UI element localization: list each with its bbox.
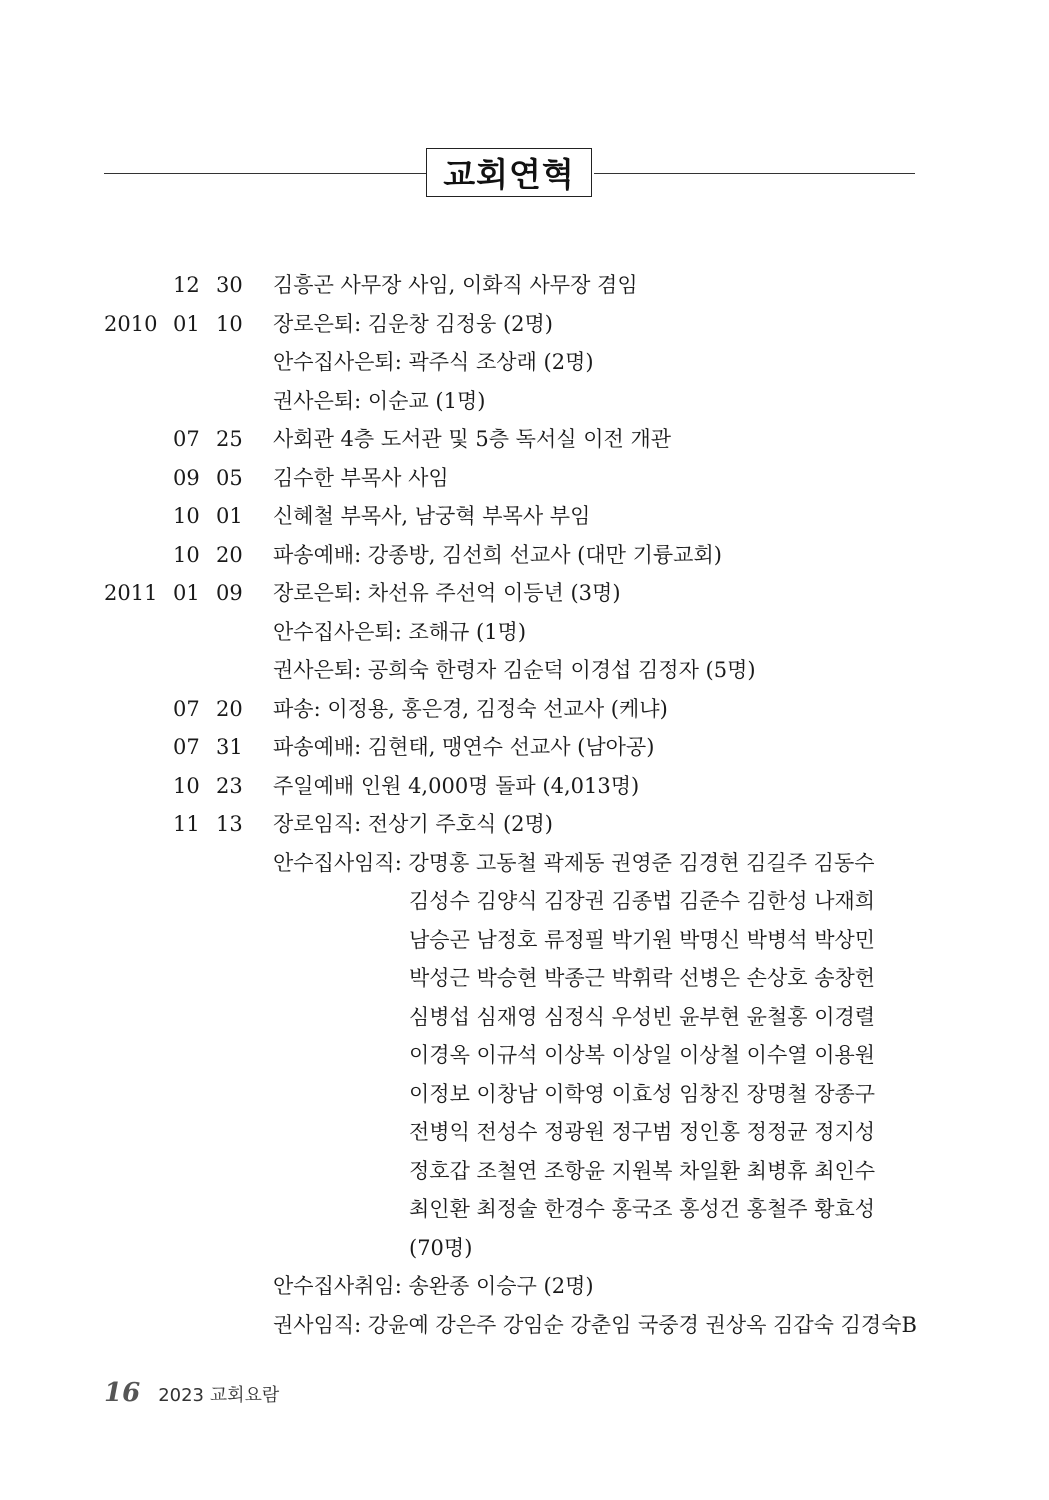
entry-day: 30	[216, 273, 243, 297]
header-rule-right	[594, 173, 915, 174]
history-entry	[0, 459, 1049, 497]
entry-text: 파송: 이정용, 홍은경, 김정숙 선교사 (케냐)	[273, 696, 668, 721]
entry-text: 안수집사은퇴: 곽주식 조상래 (2명)	[273, 350, 594, 374]
entry-text: 최인환 최정술 한경수 홍국조 홍성건 홍철주 황효성	[409, 1197, 876, 1221]
entry-month: 07	[173, 696, 200, 721]
history-entry	[0, 613, 1049, 651]
entry-text: 파송예배: 김현태, 맹연수 선교사 (남아공)	[273, 735, 655, 759]
history-entry	[0, 266, 1049, 304]
history-entry	[0, 382, 1049, 420]
entry-text: 남승곤 남정호 류정필 박기원 박명신 박병석 박상민	[409, 927, 876, 952]
entry-text: 장로은퇴: 김운창 김정웅 (2명)	[273, 311, 553, 336]
entry-day: 31	[216, 735, 243, 759]
entry-text: 이정보 이창남 이학영 이효성 임창진 장명철 장종구	[409, 1081, 876, 1106]
entry-text: 권사임직: 강윤예 강은주 강임순 강춘임 국중경 권상옥 김갑숙 김경숙B	[273, 1312, 917, 1337]
entry-month: 10	[173, 504, 200, 528]
entry-text: 박성근 박승현 박종근 박휘락 선병은 손상호 송창헌	[409, 966, 876, 990]
entry-text: 심병섭 심재영 심정식 우성빈 윤부현 윤철홍 이경렬	[409, 1004, 876, 1029]
history-entry	[0, 497, 1049, 535]
history-entry	[0, 1267, 1049, 1305]
publication-title: 2023 교회요람	[158, 1385, 280, 1406]
entry-month: 07	[173, 427, 200, 451]
history-entry	[0, 959, 1049, 997]
entry-text: (70명)	[409, 1235, 473, 1260]
entry-text: 장로은퇴: 차선유 주선억 이등년 (3명)	[273, 581, 621, 605]
history-entry	[0, 536, 1049, 574]
history-entry	[0, 767, 1049, 805]
history-entry	[0, 1306, 1049, 1344]
history-entry	[0, 728, 1049, 766]
entry-day: 25	[216, 427, 243, 451]
entry-month: 09	[173, 465, 200, 490]
entry-month: 12	[173, 273, 200, 297]
header-rule-left	[104, 173, 426, 174]
history-entry	[0, 690, 1049, 728]
entry-day: 05	[216, 465, 243, 490]
history-entry	[0, 1229, 1049, 1267]
entry-text: 김흥곤 사무장 사임, 이화직 사무장 겸임	[273, 273, 638, 297]
entry-day: 23	[216, 773, 243, 798]
entry-text: 전병익 전성수 정광원 정구범 정인홍 정정균 정지성	[409, 1120, 876, 1144]
entry-day: 01	[216, 504, 243, 528]
history-entry	[0, 305, 1049, 343]
entry-text: 정호갑 조철연 조항윤 지원복 차일환 최병휴 최인수	[409, 1158, 876, 1183]
entry-day: 13	[216, 812, 243, 836]
entry-month: 10	[173, 773, 200, 798]
history-entry	[0, 1152, 1049, 1190]
entry-text: 김수한 부목사 사임	[273, 465, 449, 490]
section-title: 교회연혁	[426, 148, 592, 197]
entry-month: 11	[173, 812, 200, 836]
history-entry	[0, 882, 1049, 920]
history-entry	[0, 420, 1049, 458]
entry-month: 01	[173, 581, 200, 605]
entry-month: 07	[173, 735, 200, 759]
entry-year: 2010	[104, 311, 158, 336]
history-entry	[0, 343, 1049, 381]
entry-text: 사회관 4층 도서관 및 5층 독서실 이전 개관	[273, 427, 672, 451]
entry-text: 권사은퇴: 공희숙 한령자 김순덕 이경섭 김정자 (5명)	[273, 658, 756, 682]
entry-text: 신혜철 부목사, 남궁혁 부목사 부임	[273, 504, 591, 528]
history-entry	[0, 651, 1049, 689]
entry-month: 01	[173, 311, 200, 336]
history-entry	[0, 1190, 1049, 1228]
entry-day: 10	[216, 311, 243, 336]
history-entry	[0, 574, 1049, 612]
history-entry	[0, 844, 1049, 882]
history-entry	[0, 805, 1049, 843]
entry-year: 2011	[104, 581, 158, 605]
entry-text: 장로임직: 전상기 주호식 (2명)	[273, 812, 553, 836]
entry-text: 안수집사취임: 송완종 이승구 (2명)	[273, 1274, 594, 1298]
history-entry	[0, 1113, 1049, 1151]
history-entry	[0, 1075, 1049, 1113]
history-entry	[0, 921, 1049, 959]
entry-day: 09	[216, 581, 243, 605]
history-entry	[0, 998, 1049, 1036]
history-entry	[0, 1036, 1049, 1074]
entry-day: 20	[216, 542, 243, 567]
entry-day: 20	[216, 696, 243, 721]
entry-text: 이경옥 이규석 이상복 이상일 이상철 이수열 이용원	[409, 1043, 876, 1067]
entry-text: 파송예배: 강종방, 김선희 선교사 (대만 기륭교회)	[273, 542, 722, 567]
page-footer	[104, 1378, 279, 1418]
entry-text: 안수집사은퇴: 조해규 (1명)	[273, 619, 527, 644]
entry-text: 권사은퇴: 이순교 (1명)	[273, 388, 486, 413]
entry-month: 10	[173, 542, 200, 567]
entry-text: 안수집사임직: 강명홍 고동철 곽제동 권영준 김경현 김길주 김동수	[273, 850, 875, 875]
entry-text: 김성수 김양식 김장권 김종법 김준수 김한성 나재희	[409, 889, 876, 913]
page-number: 16	[104, 1378, 141, 1408]
entry-text: 주일예배 인원 4,000명 돌파 (4,013명)	[273, 773, 640, 798]
